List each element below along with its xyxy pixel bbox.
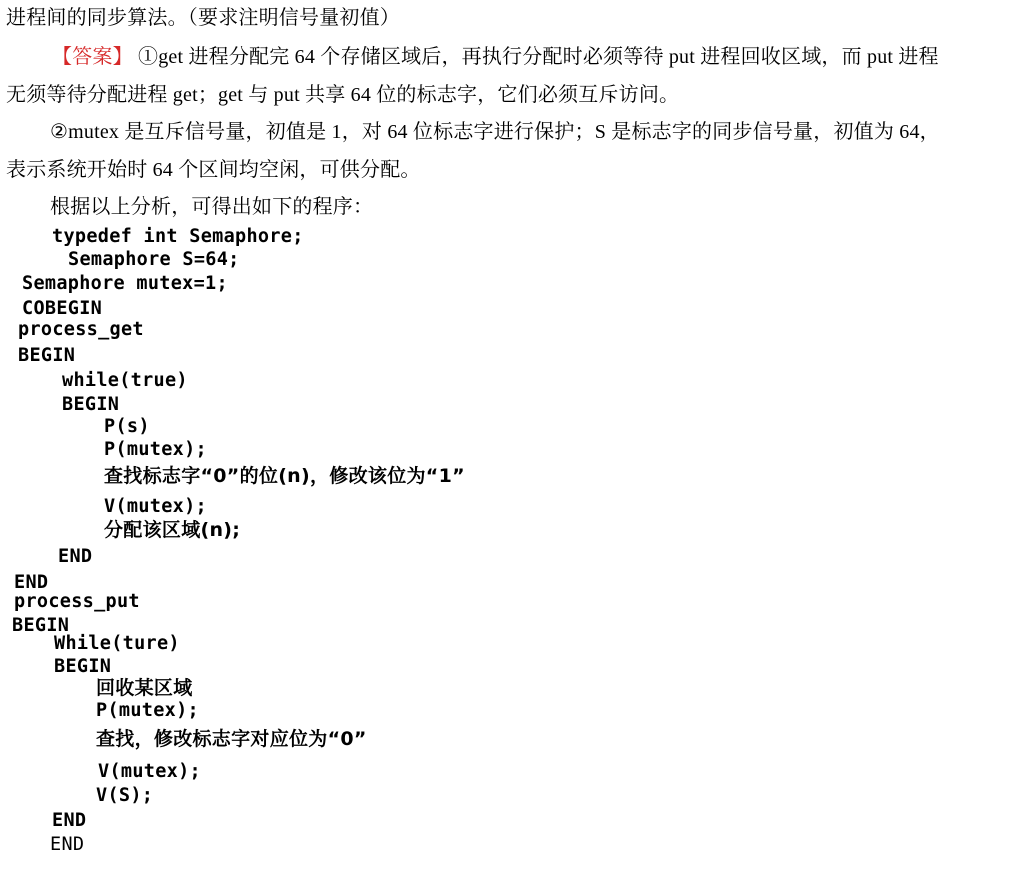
code-line: P(s) bbox=[104, 416, 150, 437]
code-line: COBEGIN bbox=[22, 298, 103, 319]
code-line: BEGIN bbox=[12, 615, 70, 636]
answer-line-4: 表示系统开始时 64 个区间均空闲，可供分配。 bbox=[6, 159, 421, 181]
code-line: V(mutex); bbox=[98, 761, 201, 782]
answer-tag: 【答案】 bbox=[52, 46, 133, 68]
code-line: While(ture) bbox=[54, 633, 180, 654]
code-line: END bbox=[58, 546, 93, 567]
code-line: while(true) bbox=[62, 370, 188, 391]
code-line: 查找，修改标志字对应位为“0” bbox=[96, 728, 367, 750]
code-line: Semaphore mutex=1; bbox=[22, 273, 228, 294]
code-line: V(S); bbox=[96, 785, 154, 806]
code-line: 查找标志字“0”的位(n)，修改该位为“1” bbox=[104, 465, 465, 487]
code-line: typedef int Semaphore; bbox=[52, 226, 304, 247]
code-line: END bbox=[52, 810, 87, 831]
code-line: P(mutex); bbox=[96, 700, 199, 721]
code-line: process_get bbox=[18, 319, 144, 340]
code-line: END bbox=[14, 572, 49, 593]
code-line: BEGIN bbox=[54, 656, 112, 677]
code-line: 分配该区域(n); bbox=[104, 519, 241, 541]
code-line: Semaphore S=64; bbox=[68, 249, 240, 270]
code-line: 回收某区域 bbox=[96, 677, 193, 699]
answer-line-1 bbox=[52, 45, 939, 69]
intro-line: 进程间的同步算法。（要求注明信号量初值） bbox=[6, 7, 400, 29]
program-intro: 根据以上分析，可得出如下的程序： bbox=[50, 196, 374, 218]
code-line: process_put bbox=[14, 591, 140, 612]
code-line: BEGIN bbox=[62, 394, 120, 415]
code-line: V(mutex); bbox=[104, 496, 207, 517]
code-line: P(mutex); bbox=[104, 439, 207, 460]
answer-line-2: 无须等待分配进程 get；get 与 put 共享 64 位的标志字，它们必须互斥访问。 bbox=[6, 84, 680, 106]
answer-text-1: ①get 进程分配完 64 个存储区域后，再执行分配时必须等待 put 进程回收区域，而 put 进程 bbox=[132, 46, 939, 68]
code-line: END bbox=[50, 834, 85, 855]
answer-line-3: ②mutex 是互斥信号量，初值是 1，对 64 位标志字进行保护；S 是标志字的同步信号量，初值为 64， bbox=[50, 121, 940, 143]
code-line: BEGIN bbox=[18, 345, 76, 366]
